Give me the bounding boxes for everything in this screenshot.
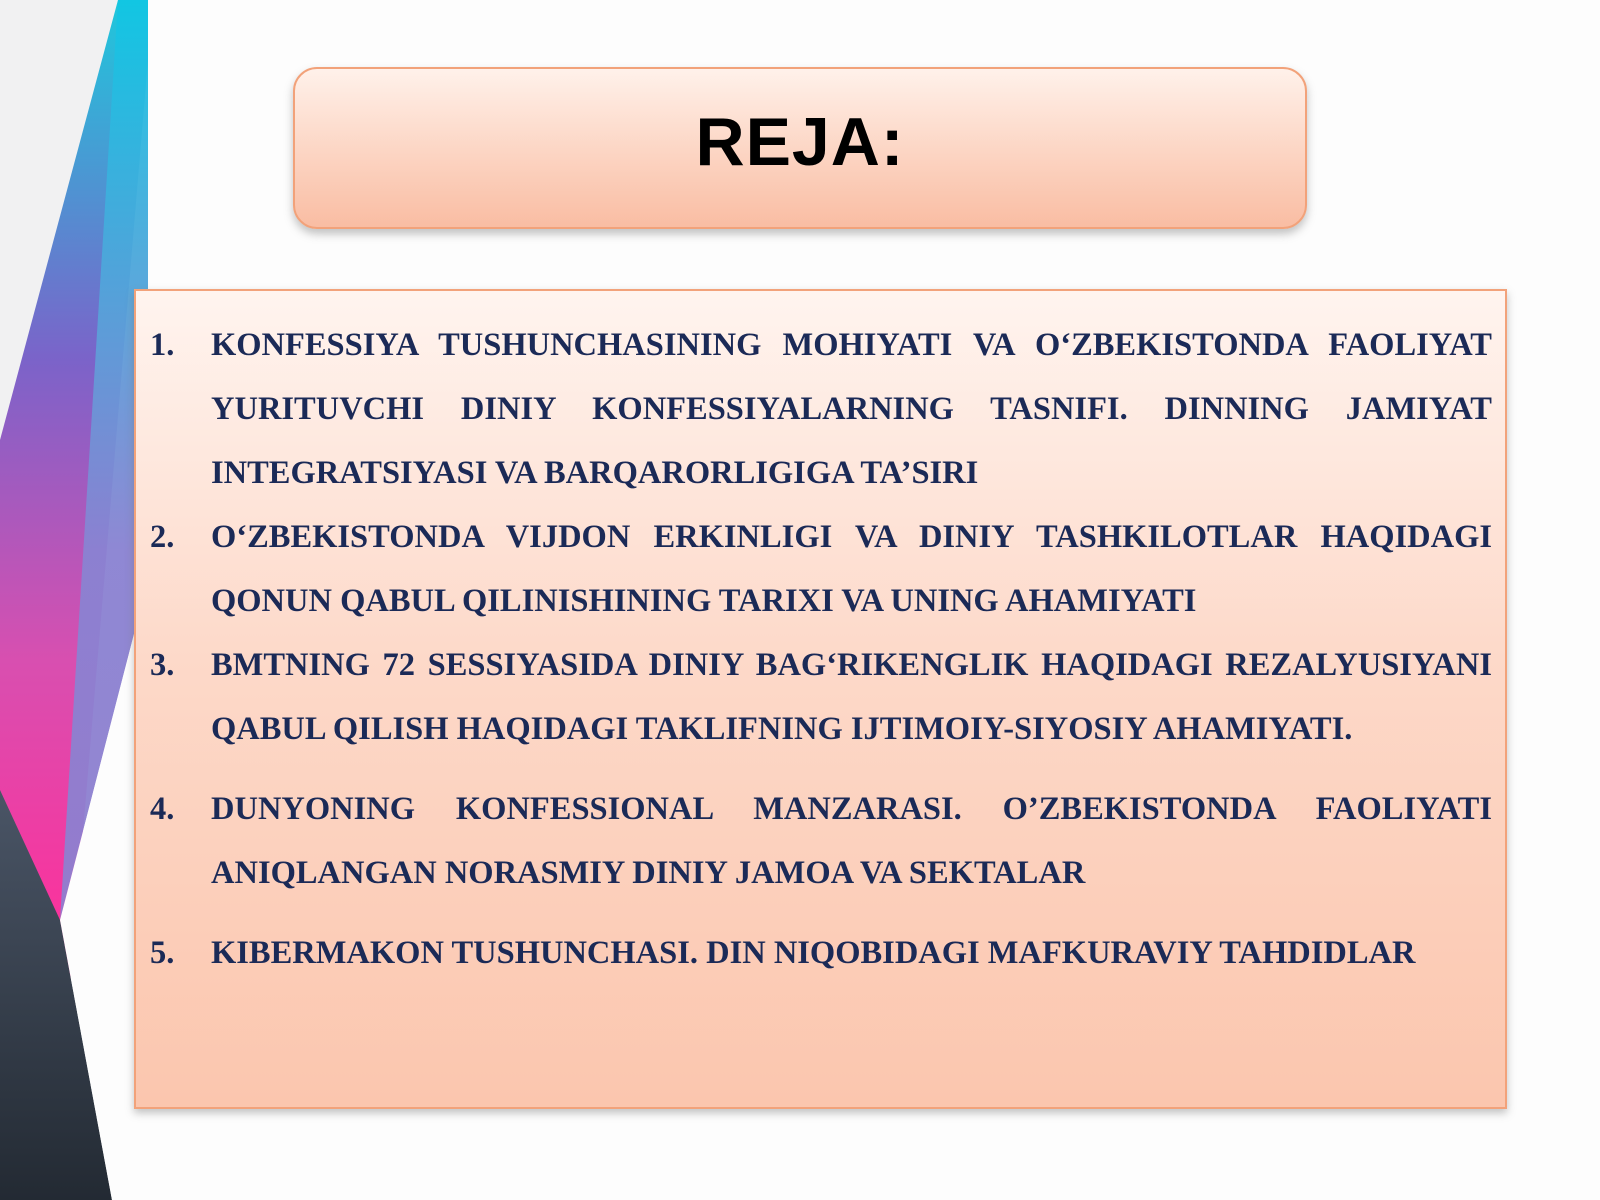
- plan-item-number: 4.: [150, 791, 175, 827]
- plan-item-text: O‘ZBEKISTONDA VIJDON ERKINLIGI VA DINIY TASHKILOTLAR HAQIDAGI QONUN QABUL QILINISHINING TARIXI VA UNING AHAMIYATI: [211, 519, 1492, 619]
- plan-item-3: [150, 633, 1492, 761]
- plan-item-1: [150, 313, 1492, 505]
- plan-item-5: [150, 921, 1492, 985]
- plan-content-box: [134, 289, 1507, 1109]
- plan-item-2: [150, 505, 1492, 633]
- plan-list: [150, 313, 1492, 985]
- plan-item-number: 5.: [150, 935, 175, 971]
- slide-title: REJA:: [695, 104, 905, 180]
- plan-item-number: 1.: [150, 327, 175, 363]
- plan-item-4: [150, 777, 1492, 905]
- title-box: [293, 67, 1307, 229]
- plan-item-number: 3.: [150, 647, 175, 683]
- plan-item-text: BMTNING 72 SESSIYASIDA DINIY BAG‘RIKENGLIK HAQIDAGI REZALYUSIYANI QABUL QILISH HAQIDAGI TAKLIFNING IJTIMOIY-SIYOSIY AHAMIYATI.: [211, 647, 1492, 747]
- plan-item-text: KONFESSIYA TUSHUNCHASINING MOHIYATI VA O‘ZBEKISTONDA FAOLIYAT YURITUVCHI DINIY KONFESSIYALARNING TASNIFI. DINNING JAMIYAT INTEGRATSIYASI VA BARQARORLIGIGA TA’SIRI: [211, 327, 1492, 491]
- plan-item-text: KIBERMAKON TUSHUNCHASI. DIN NIQOBIDAGI MAFKURAVIY TAHDIDLAR: [211, 935, 1416, 971]
- plan-item-text: DUNYONING KONFESSIONAL MANZARASI. O’ZBEKISTONDA FAOLIYATI ANIQLANGAN NORASMIY DINIY JAMOA VA SEKTALAR: [211, 791, 1492, 891]
- plan-item-number: 2.: [150, 519, 175, 555]
